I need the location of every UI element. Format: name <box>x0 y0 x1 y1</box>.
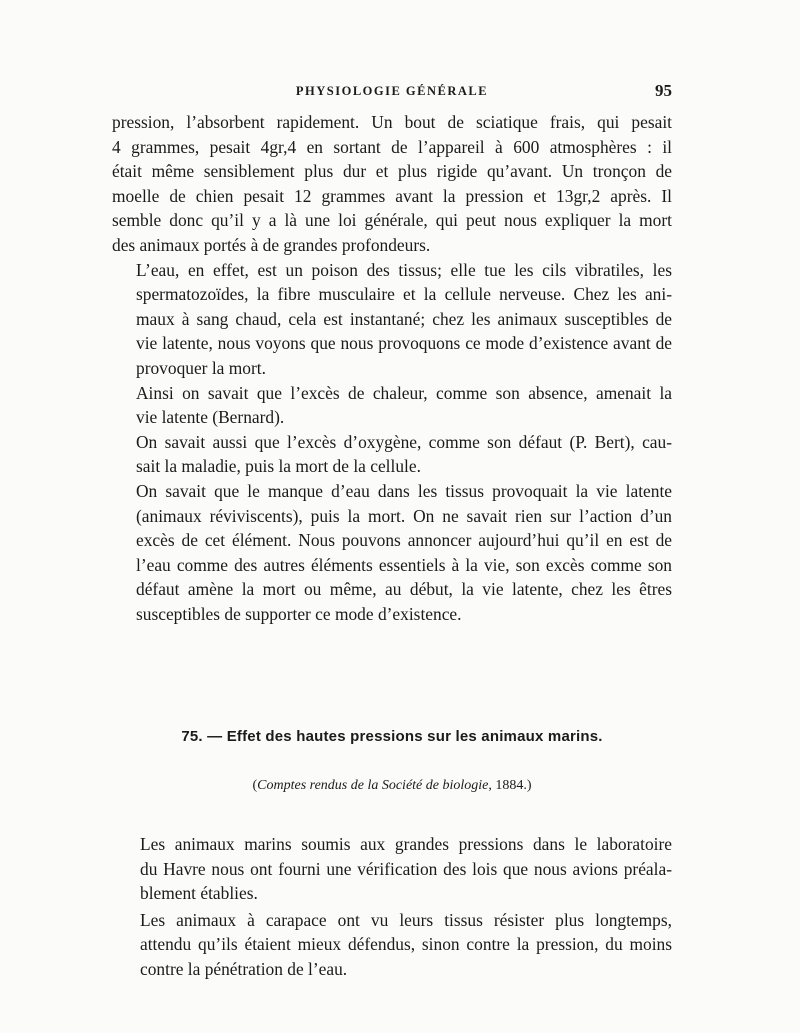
section-reference <box>112 778 672 794</box>
paragraph-7 <box>112 908 672 982</box>
text-line: attendu qu’ils étaient mieux défendus, sinon contre la pression, du moins <box>140 934 672 955</box>
text-line: Les animaux à carapace ont vu leurs tissus résister plus longtemps, <box>140 909 672 930</box>
running-title: PHYSIOLOGIE GÉNÉRALE <box>295 84 489 98</box>
text-line: vie latente (Bernard). <box>136 407 285 428</box>
text-line: (animaux réviviscents), puis la mort. On ne savait rien sur l’action d’un <box>136 505 672 526</box>
text-line: susceptibles de supporter ce mode d’existence. <box>136 603 462 624</box>
paragraph-3 <box>112 381 672 430</box>
section-body-text <box>112 832 672 982</box>
text-line: vie latente, nous voyons que nous provoquons ce mode d’existence avant de <box>136 333 672 354</box>
text-line: semble donc qu’il y a là une loi générale, qui peut nous expliquer la mort <box>112 210 672 231</box>
text-line: L’eau, en effet, est un poison des tissus; elle tue les cils vibratiles, les <box>136 259 672 280</box>
text-line: moelle de chien pesait 12 grammes avant la pression et 13gr,2 après. Il <box>112 185 672 206</box>
text-line: On savait que le manque d’eau dans les tissus provoquait la vie latente <box>136 480 672 501</box>
paragraph-4 <box>112 430 672 479</box>
text-line: provoquer la mort. <box>136 357 266 378</box>
ref-open: ( <box>252 778 258 793</box>
paragraph-5 <box>112 479 672 627</box>
section-title: 75. — Effet des hautes pressions sur les animaux marins. <box>181 728 603 745</box>
text-line: l’eau comme des autres éléments essentiels à la vie, son excès comme son <box>136 554 672 575</box>
page-number: 95 <box>655 81 672 100</box>
paragraph-6 <box>112 832 672 906</box>
text-line: sait la maladie, puis la mort de la cellule. <box>136 456 421 477</box>
ref-journal: Comptes rendus de la Société de biologie <box>257 778 489 793</box>
text-line: défaut amène la mort ou même, au début, la vie latente, chez les êtres <box>136 579 672 600</box>
text-line: Ainsi on savait que l’excès de chaleur, comme son absence, amenait la <box>136 382 672 403</box>
text-line: 4 grammes, pesait 4gr,4 en sortant de l’appareil à 600 atmosphères : il <box>112 136 672 157</box>
body-text <box>112 110 672 626</box>
text-line: était même sensiblement plus dur et plus rigide qu’avant. Un tronçon de <box>112 161 672 182</box>
text-line: maux à sang chaud, cela est instantané; chez les animaux susceptibles de <box>136 308 672 329</box>
text-line: des animaux portés à de grandes profondeurs. <box>112 234 431 255</box>
text-line: pression, l’absorbent rapidement. Un bout de sciatique frais, qui pesait <box>112 112 672 132</box>
text-line: On savait aussi que l’excès d’oxygène, comme son défaut (P. Bert), cau- <box>136 431 672 452</box>
paragraph-1 <box>112 110 672 258</box>
ref-year: , 1884.) <box>488 778 532 793</box>
text-line: excès de cet élément. Nous pouvons annoncer aujourd’hui qu’il en est de <box>136 530 672 551</box>
text-line: spermatozoïdes, la fibre musculaire et la cellule nerveuse. Chez les ani- <box>136 284 672 305</box>
running-head <box>112 81 672 106</box>
text-line: Les animaux marins soumis aux grandes pressions dans le laboratoire <box>140 834 672 854</box>
paragraph-2 <box>112 258 672 381</box>
text-line: contre la pénétration de l’eau. <box>140 958 348 979</box>
text-line: du Havre nous ont fourni une vérification des lois que nous avions préala- <box>140 858 672 879</box>
text-line: blement établies. <box>140 883 258 904</box>
